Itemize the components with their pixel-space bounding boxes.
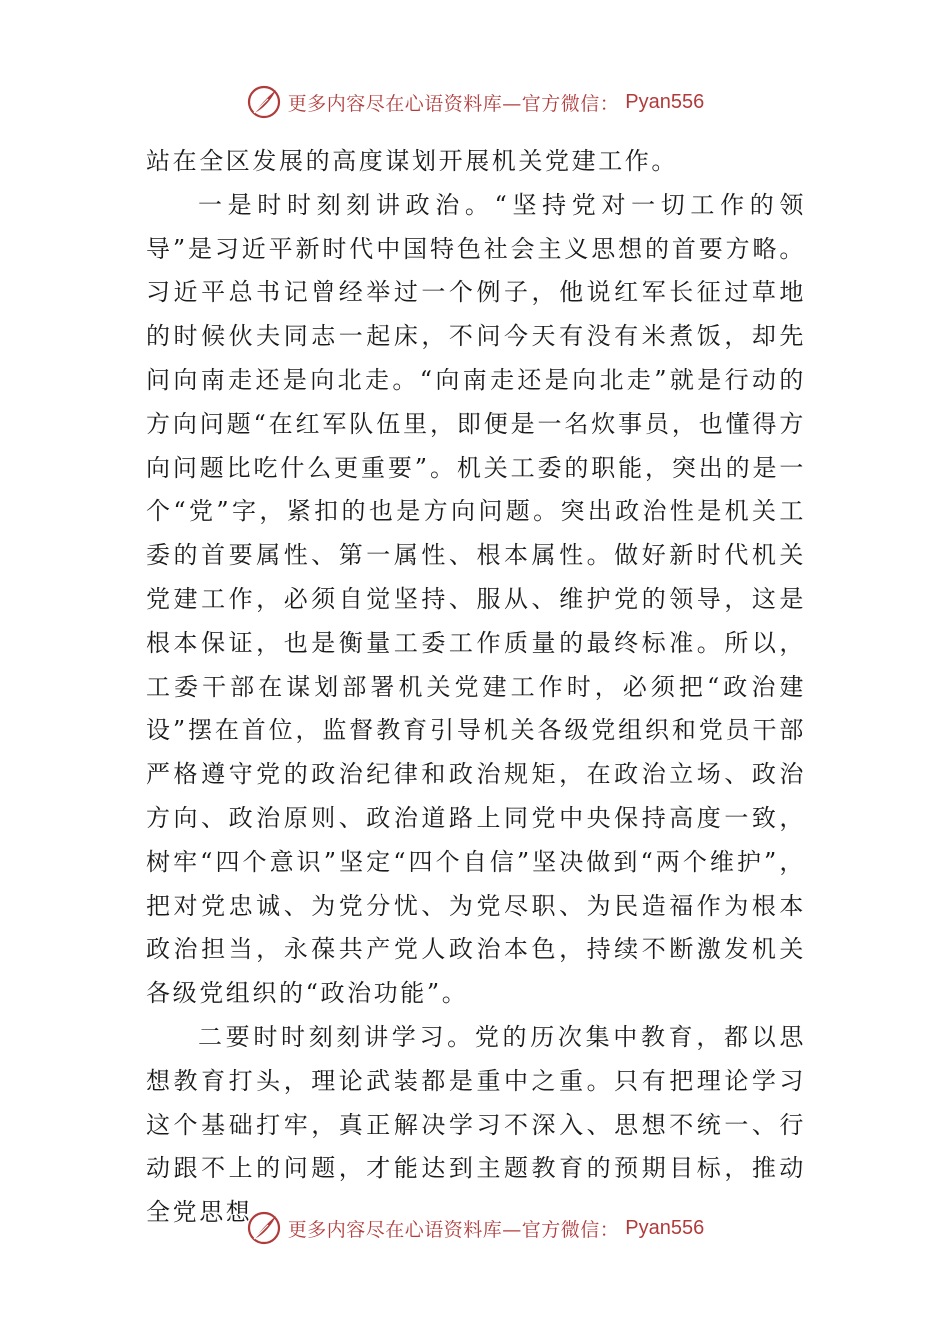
feather-pen-icon — [246, 1210, 282, 1246]
wechat-id: Pyan556 — [625, 1216, 705, 1239]
feather-pen-icon — [246, 84, 282, 120]
paragraph-continuation: 站在全区发展的高度谋划开展机关党建工作。 — [146, 147, 678, 175]
document-body — [146, 140, 806, 1235]
footer-banner — [0, 1208, 950, 1248]
paragraph-politics: 一是时时刻刻讲政治。“坚持党对一切工作的领导”是习近平新时代中国特色社会主义思想的首要方略。习近平总书记曾经举过一个例子，他说红军长征过草地的时候伙夫同志一起床，不问今天有没有米煮饭，却先问向南走还是向北走。“向南走还是向北走”就是行动的方向问题“在红军队伍里，即便是一名炊事员，也懂得方向问题比吃什么更重要”。机关工委的职能，突出的是一个“党”字，紧扣的也是方向问题。突出政治性是机关工委的首要属性、第一属性、根本属性。做好新时代机关党建工作，必须自觉坚持、服从、维护党的领导，这是根本保证，也是衡量工委工作质量的最终标准。所以，工委干部在谋划部署机关党建工作时，必须把“政治建设”摆在首位，监督教育引导机关各级党组织和党员干部严格遵守党的政治纪律和政治规矩，在政治立场、政治方向、政治原则、政治道路上同党中央保持高度一致，树牢“四个意识”坚定“四个自信”坚决做到“两个维护”，把对党忠诚、为党分忧、为党尽职、为民造福作为根本政治担当，永葆共产党人政治本色，持续不断激发机关各级党组织的“政治功能”。 — [146, 190, 806, 1008]
banner-text: 更多内容尽在心语资料库—官方微信： — [287, 92, 620, 115]
paragraph-study: 二要时时刻刻讲学习。党的历次集中教育，都以思想教育打头，理论武装都是重中之重。只有把理论学习这个基础打牢，真正解决学习不深入、思想不统一、行动跟不上的问题，才能达到主题教育的预期目标，推动全党思想 — [146, 1022, 806, 1227]
wechat-id: Pyan556 — [625, 90, 705, 113]
header-banner — [0, 82, 950, 122]
banner-text: 更多内容尽在心语资料库—官方微信： — [287, 1218, 620, 1241]
